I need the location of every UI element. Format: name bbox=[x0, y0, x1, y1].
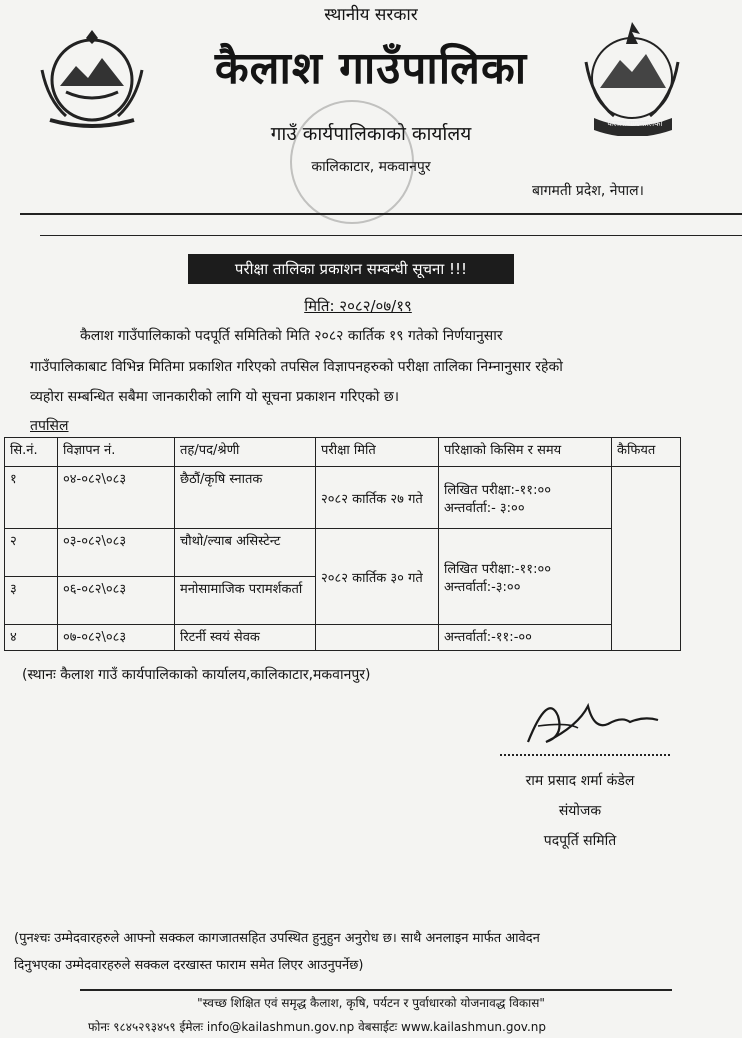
signatory-name: राम प्रसाद शर्मा कंडेल bbox=[525, 773, 635, 789]
table-row bbox=[5, 625, 681, 651]
row-adv: ०६-०८२\०८३ bbox=[58, 577, 175, 625]
exam-location: (स्थानः कैलाश गाउँ कार्यपालिकाको कार्यालय,कालिकाटार,मकवानपुर) bbox=[22, 667, 371, 683]
body-line-3: व्यहोरा सम्बन्धित सबैमा जानकारीको लागि यो सूचना प्रकाशन गरिएको छ। bbox=[30, 389, 400, 405]
row-adv: ०७-०८२\०८३ bbox=[58, 625, 175, 651]
row-sn: २ bbox=[5, 529, 58, 577]
table-row bbox=[5, 467, 681, 529]
body-line-1: कैलाश गाउँपालिकाको पदपूर्ति समितिको मिति २०८२ कार्तिक १९ गतेको निर्णयानुसार bbox=[80, 328, 503, 344]
exam-interview-a: अन्तर्वार्ता:- ३:०० bbox=[444, 500, 525, 516]
notice-title: परीक्षा तालिका प्रकाशन सम्बन्धी सूचना !!! bbox=[188, 254, 514, 284]
row-post: छैठौं/कृषि स्नातक bbox=[175, 467, 316, 529]
col-date: परीक्षा मिति bbox=[316, 438, 439, 467]
exam-type-a bbox=[439, 467, 612, 529]
footer-divider bbox=[80, 989, 672, 991]
row-adv: ०३-०८२\०८३ bbox=[58, 529, 175, 577]
col-post: तह/पद/श्रेणी bbox=[175, 438, 316, 467]
header-divider-2 bbox=[40, 235, 742, 236]
col-remarks: कैफियत bbox=[612, 438, 681, 467]
office-name: गाउँ कार्यपालिकाको कार्यालय bbox=[270, 123, 472, 145]
footer-slogan: "स्वच्छ शिक्षित एवं समृद्ध कैलाश, कृषि, पर्यटन र पुर्वाधारको योजनावद्ध विकास" bbox=[197, 996, 545, 1010]
signatory-title: संयोजक bbox=[558, 803, 602, 819]
exam-date-b: २०८२ कार्तिक ३० गते bbox=[316, 529, 439, 625]
col-adv: विज्ञापन नं. bbox=[58, 438, 175, 467]
col-exam: परिक्षाको किसिम र समय bbox=[439, 438, 612, 467]
col-sn: सि.नं. bbox=[5, 438, 58, 467]
exam-type-c: अन्तर्वार्ता:-११:-०० bbox=[439, 625, 612, 651]
signature-line bbox=[500, 754, 670, 756]
exam-schedule-table bbox=[4, 437, 681, 651]
row-post: रिटर्नी स्वयं सेवक bbox=[175, 625, 316, 651]
municipality-title: कैलाश गाउँपालिका bbox=[214, 43, 528, 94]
emblem-ribbon-text: कैलाश गाउँपालिका bbox=[607, 119, 663, 128]
row-sn: ४ bbox=[5, 625, 58, 651]
exam-date-c bbox=[316, 625, 439, 651]
row-sn: १ bbox=[5, 467, 58, 529]
notice-date: मिति: २०८२/०७/१९ bbox=[304, 297, 412, 315]
header-divider bbox=[20, 213, 742, 215]
exam-interview-b: अन्तर्वार्ता:-३:०० bbox=[444, 579, 521, 595]
gov-label: स्थानीय सरकार bbox=[324, 5, 418, 25]
signatory-committee: पदपूर्ति समिति bbox=[543, 833, 617, 849]
postscript-line-1: (पुनश्चः उम्मेदवारहरुले आफ्नो सक्कल कागजातसहित उपस्थित हुनुहुन अनुरोध छ। साथै अनलाइन मार्फत आवेदन bbox=[14, 931, 540, 946]
row-post: मनोसामाजिक परामर्शकर्ता bbox=[175, 577, 316, 625]
postscript-line-2: दिनुभएका उम्मेदवारहरुले सक्कल दरखास्त फाराम समेत लिएर आउनुपर्नेछ) bbox=[14, 958, 364, 973]
province-label: बागमती प्रदेश, नेपाल। bbox=[532, 183, 644, 199]
signature-image bbox=[518, 686, 668, 756]
row-sn: ३ bbox=[5, 577, 58, 625]
row-adv: ०४-०८२\०८३ bbox=[58, 467, 175, 529]
row-post: चौथो/ल्याब असिस्टेन्ट bbox=[175, 529, 316, 577]
table-row bbox=[5, 529, 681, 577]
remarks-cell bbox=[612, 467, 681, 651]
office-stamp bbox=[290, 100, 414, 224]
office-address: कालिकाटार, मकवानपुर bbox=[311, 159, 431, 175]
body-line-2: गाउँपालिकाबाट विभिन्न मितिमा प्रकाशित गरिएको तपसिल विज्ञापनहरुको परीक्षा तालिका निम्नानुसार रहेको bbox=[30, 359, 563, 375]
table-header-row bbox=[5, 438, 681, 467]
exam-type-b bbox=[439, 529, 612, 625]
tapasil-label: तपसिल bbox=[30, 418, 69, 434]
footer-contact: फोनः ९८४५२९३४५९ ईमेलः info@kailashmun.gov.np वेबसाईटः www.kailashmun.gov.np bbox=[88, 1020, 547, 1034]
exam-date-a: २०८२ कार्तिक २७ गते bbox=[316, 467, 439, 529]
exam-written-b: लिखित परीक्षा:-११:०० bbox=[444, 561, 551, 577]
exam-written-a: लिखित परीक्षा:-११:०० bbox=[444, 482, 551, 498]
